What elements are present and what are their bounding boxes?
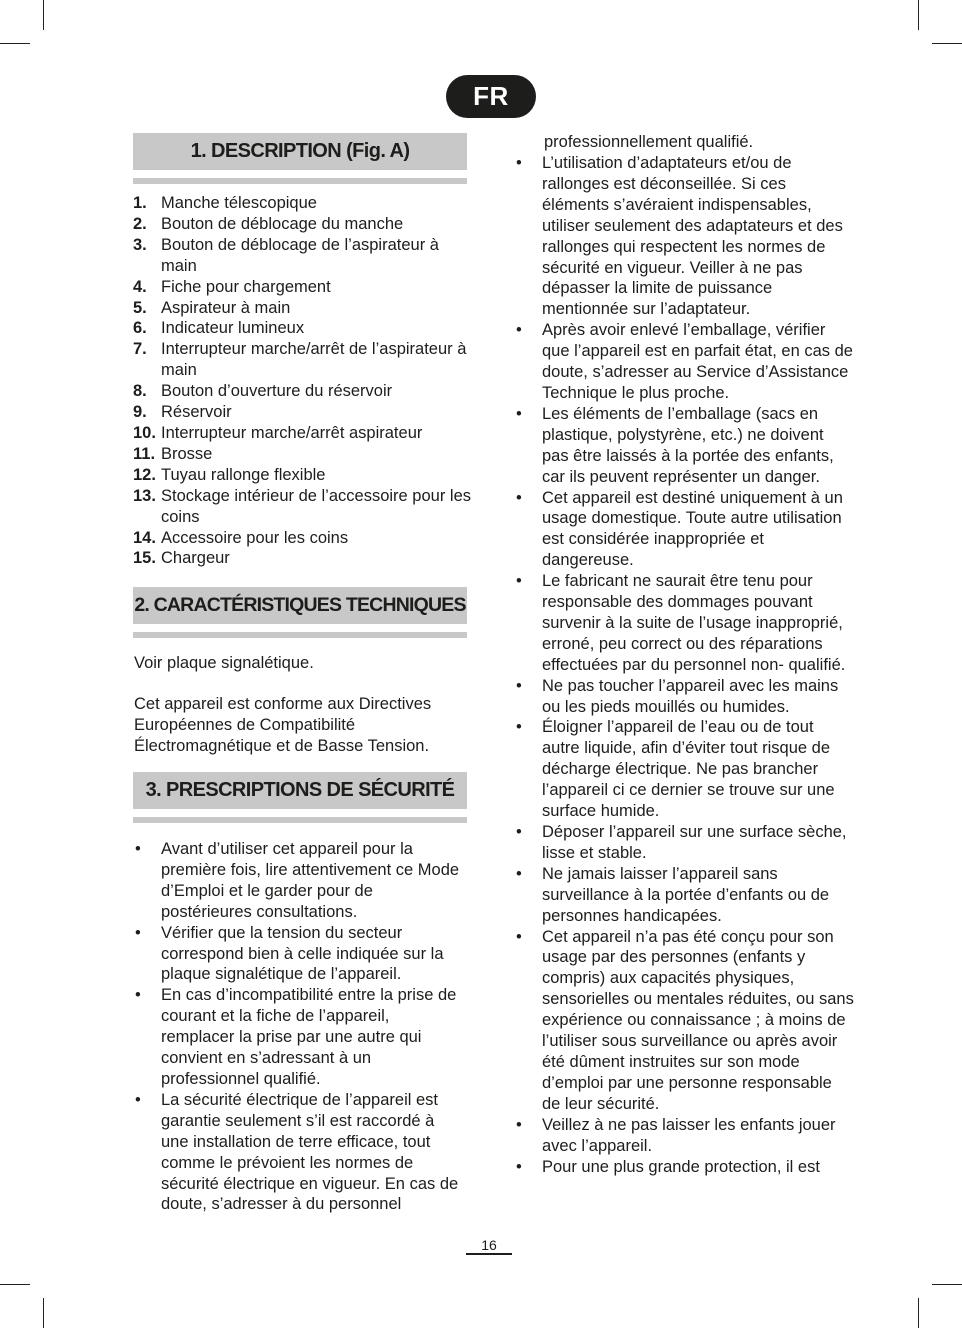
- safety-item: [133, 923, 465, 986]
- description-item: [133, 528, 473, 549]
- safety-item-text: Pour une plus grande protection, il est: [542, 1157, 820, 1176]
- section-title-description: 1. DESCRIPTION (Fig. A): [133, 133, 467, 170]
- safety-item-text: L’utilisation d’adaptateurs et/ou de rallonges est déconseillée. Si ces éléments s’avéraient indispensables, utiliser seulement des adaptateurs et des rallonges qui respectent les normes de sécurité en vigueur. Veiller à ne pas dépasser la limite de puissance mentionnée sur l’adaptateur.: [542, 154, 843, 319]
- bullet-icon: •: [516, 321, 522, 340]
- description-item: [133, 465, 473, 486]
- safety-item: [514, 676, 854, 718]
- safety-item: [514, 822, 854, 864]
- description-item-label: Réservoir: [161, 403, 232, 422]
- safety-item: [133, 839, 465, 923]
- description-item: [133, 318, 473, 339]
- bullet-icon: •: [516, 488, 522, 507]
- description-item-number: 1.: [133, 194, 147, 212]
- description-item: [133, 548, 473, 569]
- bullet-icon: •: [516, 864, 522, 883]
- description-item: [133, 235, 473, 277]
- bullet-icon: •: [516, 718, 522, 737]
- description-item-label: Aspirateur à main: [161, 298, 291, 317]
- crop-mark: [43, 1298, 44, 1328]
- safety-item-text: Déposer l’appareil sur une surface sèche, lisse et stable.: [542, 823, 847, 862]
- description-item-number: 15.: [133, 549, 156, 568]
- description-item-label: Interrupteur marche/arrêt de l’aspirateur à main: [161, 340, 467, 380]
- description-item-label: Tuyau rallonge flexible: [161, 465, 326, 484]
- section-title-safety: 3. PRESCRIPTIONS DE SÉCURITÉ: [133, 772, 467, 809]
- description-item-label: Stockage intérieur de l’accessoire pour les coins: [161, 486, 471, 526]
- section-rule: [133, 632, 467, 638]
- safety-item-text: Les éléments de l’emballage (sacs en plastique, polystyrène, etc.) ne doivent pas être laissés à la portée des enfants, car ils peuvent représenter un danger.: [542, 404, 834, 486]
- safety-item: [514, 1115, 854, 1157]
- description-item: [133, 193, 473, 214]
- safety-item: [514, 404, 854, 488]
- bullet-icon: •: [135, 986, 141, 1005]
- bullet-icon: •: [516, 1115, 522, 1134]
- section-rule: [133, 817, 467, 823]
- safety-item: [514, 1157, 854, 1178]
- crop-mark: [932, 43, 962, 44]
- description-item-number: 6.: [133, 319, 147, 338]
- description-item-label: Brosse: [161, 444, 213, 463]
- safety-item-text: Avant d’utiliser cet appareil pour la première fois, lire attentivement ce Mode d’Emploi et le garder pour de postérieures consultations.: [161, 840, 460, 921]
- conformity-statement: Cet appareil est conforme aux Directives Européennes de Compatibilité Électromagnétique et de Basse Tension.: [134, 695, 432, 755]
- rating-plate-note: Voir plaque signalétique.: [134, 654, 314, 672]
- safety-list-left: [133, 839, 465, 1215]
- description-item: [133, 381, 473, 402]
- bullet-icon: •: [516, 927, 522, 946]
- description-item-number: 11.: [133, 444, 156, 463]
- safety-list-right: [514, 153, 854, 1177]
- description-list: [133, 193, 473, 569]
- bullet-icon: •: [516, 1157, 522, 1176]
- description-item: [133, 339, 473, 381]
- safety-item: [514, 717, 854, 822]
- safety-item: [514, 864, 854, 927]
- description-item-number: 8.: [133, 382, 147, 401]
- safety-item: [514, 488, 854, 572]
- description-item: [133, 423, 473, 444]
- bullet-icon: •: [516, 404, 522, 423]
- safety-item-text: Éloigner l’appareil de l’eau ou de tout autre liquide, afin d’éviter tout risque de décharge électrique. Ne pas brancher l’appareil ci ce dernier se trouve sur une surface humide.: [542, 718, 835, 821]
- crop-mark: [0, 43, 30, 44]
- safety-item-text: Le fabricant ne saurait être tenu pour responsable des dommages pouvant survenir à la suite de l’usage inapproprié, erroné, peu correct ou des réparations effectuées par du personnel non- qualifié.: [542, 572, 846, 674]
- description-item: [133, 277, 473, 298]
- description-item-number: 14.: [133, 528, 156, 547]
- safety-item: [514, 927, 854, 1115]
- description-item: [133, 214, 473, 235]
- safety-item-text: Ne jamais laisser l’appareil sans surveillance à la portée d’enfants ou de personnes handicapées.: [542, 864, 830, 925]
- bullet-icon: •: [135, 840, 141, 858]
- description-item-number: 7.: [133, 340, 147, 359]
- description-item-label: Manche télescopique: [161, 194, 317, 212]
- language-badge: FR: [446, 75, 536, 118]
- description-item-label: Accessoire pour les coins: [161, 528, 349, 547]
- bullet-icon: •: [135, 923, 141, 942]
- description-item-number: 2.: [133, 214, 147, 233]
- description-item: [133, 298, 473, 319]
- page-number: 16: [481, 1237, 497, 1253]
- description-item-label: Indicateur lumineux: [161, 319, 305, 338]
- description-item-label: Chargeur: [161, 549, 230, 568]
- safety-item: [133, 985, 465, 1090]
- description-item-label: Fiche pour chargement: [161, 277, 331, 296]
- safety-item-text: Ne pas toucher l’appareil avec les mains ou les pieds mouillés ou humides.: [542, 676, 839, 716]
- safety-item: [514, 571, 854, 676]
- page-number-rule: [466, 1253, 512, 1255]
- description-item-label: Bouton de déblocage de l’aspirateur à main: [161, 235, 439, 275]
- bullet-icon: •: [516, 154, 522, 172]
- description-item-number: 13.: [133, 486, 156, 505]
- section-title-characteristics: 2. CARACTÉRISTIQUES TECHNIQUES: [133, 587, 467, 624]
- safety-continuation: professionnellement qualifié.: [544, 133, 754, 151]
- crop-mark: [932, 1284, 962, 1285]
- crop-mark: [0, 1284, 30, 1285]
- crop-mark: [918, 0, 919, 30]
- crop-mark: [918, 1298, 919, 1328]
- description-item-number: 5.: [133, 298, 147, 317]
- description-item-label: Interrupteur marche/arrêt aspirateur: [161, 423, 423, 442]
- description-item: [133, 402, 473, 423]
- safety-item-text: Vérifier que la tension du secteur correspond bien à celle indiquée sur la plaque signalétique de l’appareil.: [161, 923, 444, 984]
- safety-item-text: En cas d’incompatibilité entre la prise de courant et la fiche de l’appareil, remplacer la prise par une autre qui convient en s’adressant à un professionnel qualifié.: [161, 986, 457, 1088]
- description-item-number: 12.: [133, 465, 156, 484]
- description-item: [133, 444, 473, 465]
- safety-item: [514, 320, 854, 404]
- bullet-icon: •: [516, 572, 522, 591]
- section-rule: [133, 178, 467, 184]
- safety-item: [514, 153, 854, 320]
- safety-item-text: Après avoir enlevé l’emballage, vérifier que l’appareil est en parfait état, en cas de doute, s’adresser au Service d’Assistance Technique le plus proche.: [542, 321, 853, 402]
- description-item-label: Bouton de déblocage du manche: [161, 214, 404, 233]
- safety-item-text: Cet appareil est destiné uniquement à un usage domestique. Toute autre utilisation est considérée inappropriée et dangereuse.: [542, 488, 843, 570]
- description-item: [133, 486, 473, 528]
- description-item-label: Bouton d’ouverture du réservoir: [161, 382, 393, 401]
- safety-item-text: Veillez à ne pas laisser les enfants jouer avec l’appareil.: [542, 1115, 836, 1155]
- description-item-number: 10.: [133, 423, 156, 442]
- safety-item: [133, 1090, 465, 1215]
- description-item-number: 9.: [133, 403, 147, 422]
- description-item-number: 3.: [133, 235, 147, 254]
- safety-item-text: Cet appareil n’a pas été conçu pour son usage par des personnes (enfants y compris) aux capacités physiques, sensorielles ou mentales réduites, ou sans expérience ou connaissance ; à moins de l’utiliser sous surveillance ou après avoir été dûment instruites sur son mode d’emploi par une personne responsable de leur sécurité.: [542, 927, 854, 1113]
- description-item-number: 4.: [133, 277, 147, 296]
- bullet-icon: •: [135, 1090, 141, 1109]
- crop-mark: [43, 0, 44, 30]
- bullet-icon: •: [516, 823, 522, 841]
- bullet-icon: •: [516, 676, 522, 695]
- safety-item-text: La sécurité électrique de l’appareil est garantie seulement s’il est raccordé à une installation de terre efficace, tout comme le prévoient les normes de sécurité électrique en vigueur. En cas de doute, s’adresser à du personnel: [161, 1090, 459, 1214]
